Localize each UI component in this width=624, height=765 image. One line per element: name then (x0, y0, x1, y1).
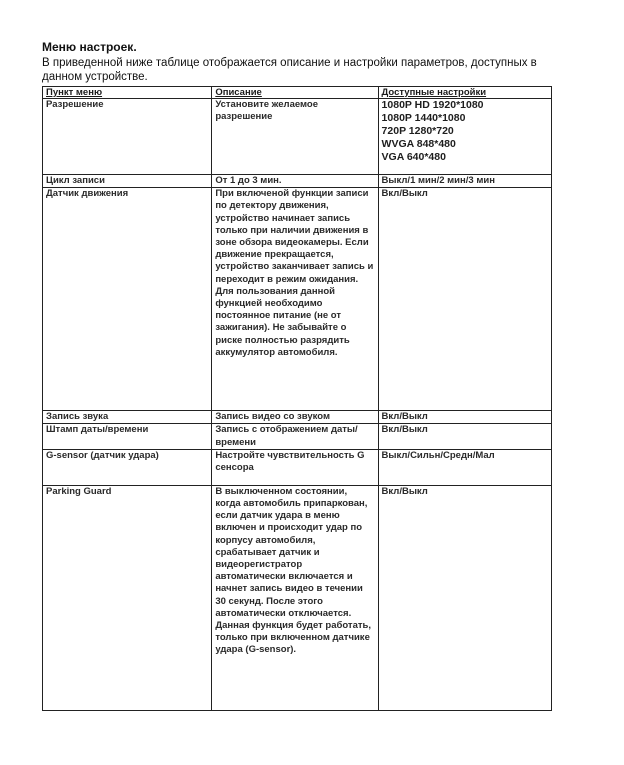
row-item-date-stamp: Штамп даты/времени (43, 424, 212, 449)
table-header-row (43, 87, 552, 99)
row-options-parking-guard: Вкл/Выкл (378, 485, 551, 710)
row-item-loop-recording: Цикл записи (43, 175, 212, 188)
resolution-option: 1080P HD 1920*1080 (381, 99, 484, 111)
row-description-g-sensor: Настройте чувствительность G сенсора (212, 449, 378, 485)
row-description-parking-guard: В выключенном состоянии, когда автомобиль припаркован, если датчик удара в меню включен и происходит удар по корпусу автомобиля, срабатывает датчик и видеорегистратор автоматически включается и начнет запись видео в течении 30 секунд. После этого автоматически отключается. Данная функция будет работать, только при включенном датчике удара (G-sensor). (212, 485, 378, 710)
row-options-g-sensor: Выкл/Сильн/Средн/Мал (378, 449, 551, 485)
table-row (43, 188, 552, 411)
resolution-option: WVGA 848*480 (381, 138, 456, 150)
row-options-loop-recording: Выкл/1 мин/2 мин/3 мин (378, 175, 551, 188)
row-description-audio-recording: Запись видео со звуком (212, 411, 378, 424)
row-item-parking-guard: Parking Guard (43, 485, 212, 710)
header-menu-item: Пункт меню (43, 87, 212, 99)
header-available-settings: Доступные настройки (378, 87, 551, 99)
row-item-audio-recording: Запись звука (43, 411, 212, 424)
row-description-resolution: Установите желаемое разрешение (212, 99, 378, 175)
row-options-motion-detector: Вкл/Выкл (378, 188, 551, 411)
resolution-option: VGA 640*480 (381, 151, 446, 163)
table-row (43, 424, 552, 449)
row-description-date-stamp: Запись с отображением даты/времени (212, 424, 378, 449)
row-options-audio-recording: Вкл/Выкл (378, 411, 551, 424)
intro-paragraph: В приведенной ниже таблице отображается описание и настройки параметров, доступных в данном устройстве. (42, 57, 537, 83)
row-options-date-stamp: Вкл/Выкл (378, 424, 551, 449)
row-item-g-sensor: G-sensor (датчик удара) (43, 449, 212, 485)
row-item-resolution: Разрешение (43, 99, 212, 175)
row-description-motion-detector: При включеной функции записи по детектору движения, устройство начинает запись только при наличии движения в зоне обзора видеокамеры. Если движение прекращается, устройство заканчивает запись и переходит в режим ожидания. Для пользования данной функцией необходимо постоянное питание (не от зажигания). Не забывайте о риске полностью разрядить аккумулятор автомобиля. (212, 188, 378, 411)
resolution-option: 1080P 1440*1080 (381, 112, 466, 124)
row-options-resolution (378, 99, 551, 175)
page-title: Меню настроек. (42, 40, 137, 54)
table-row (43, 485, 552, 710)
header-description: Описание (212, 87, 378, 99)
settings-table (42, 86, 552, 711)
table-row (43, 175, 552, 188)
row-item-motion-detector: Датчик движения (43, 188, 212, 411)
table-row (43, 411, 552, 424)
table-row (43, 99, 552, 175)
resolution-option: 720P 1280*720 (381, 125, 454, 137)
table-row (43, 449, 552, 485)
row-description-loop-recording: От 1 до 3 мин. (212, 175, 378, 188)
